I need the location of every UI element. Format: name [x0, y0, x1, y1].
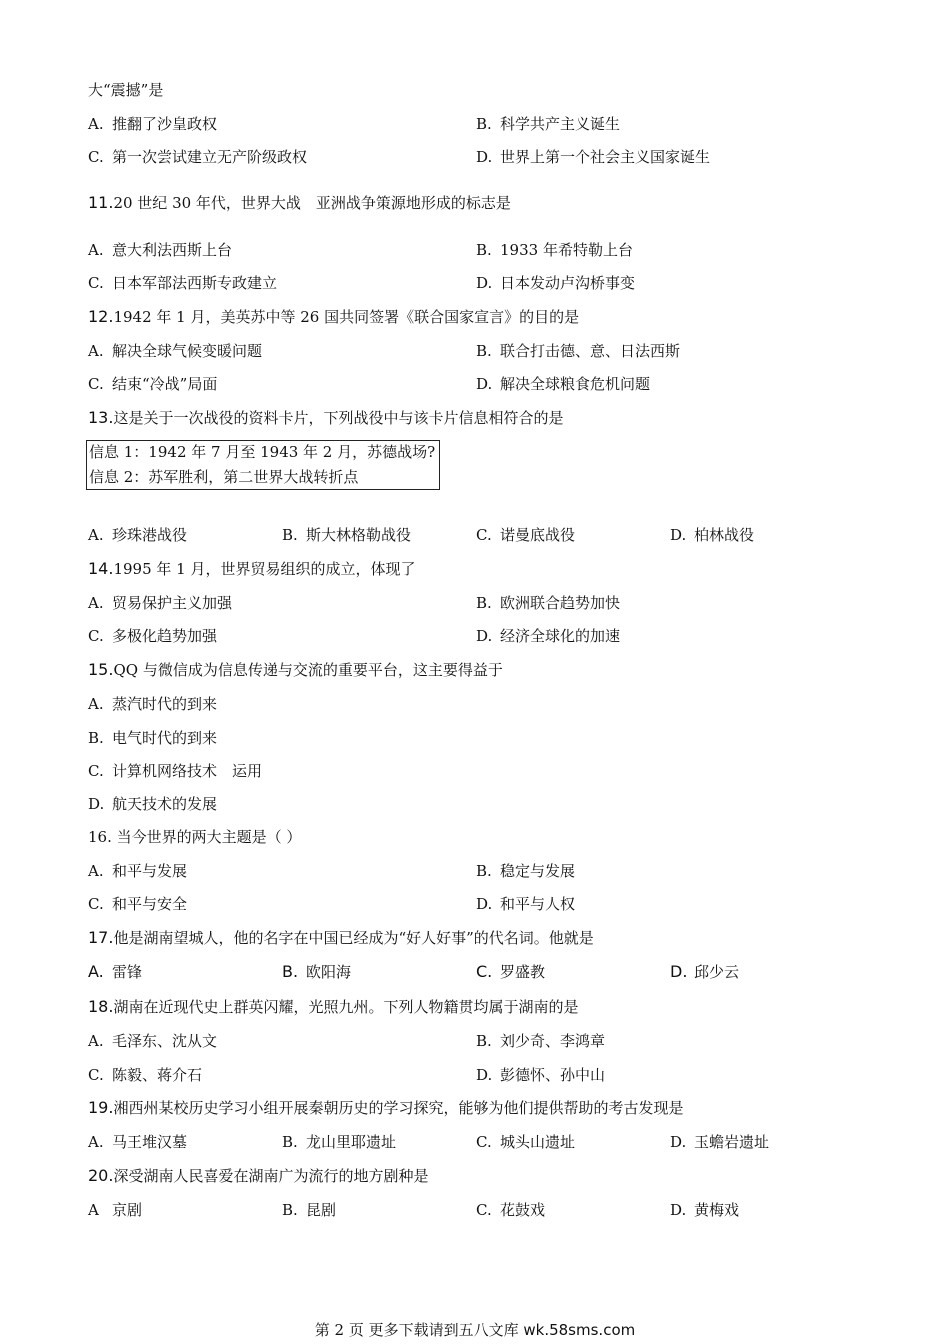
q13-option-c: C. 诺曼底战役 — [476, 526, 576, 544]
q17-option-c: C. 罗盛教 — [476, 962, 546, 981]
q16-option-b: B. 稳定与发展 — [476, 862, 576, 880]
q14-option-d: D. 经济全球化的加速 — [476, 627, 621, 645]
q12-option-a: A. 解决全球气候变暖问题 — [88, 342, 263, 360]
info-card-line-1: 信息 1：1942 年 7 月至 1943 年 2 月，苏德战场? — [89, 443, 436, 461]
q17-option-b: B. 欧阳海 — [282, 962, 352, 981]
q15-option-d: D. 航天技术的发展 — [88, 795, 218, 813]
q11-option-a: A. 意大利法西斯上台 — [88, 241, 233, 259]
q19-option-d: D. 玉蟾岩遗址 — [670, 1133, 770, 1151]
question-16: 16. 当今世界的两大主题是（ ） — [88, 828, 302, 846]
q18-option-d: D. 彭德怀、孙中山 — [476, 1066, 606, 1084]
battle-info-card — [86, 440, 440, 490]
question-13: 13.这是关于一次战役的资料卡片，下列战役中与该卡片信息相符合的是 — [88, 408, 564, 427]
q20-option-c: C. 花鼓戏 — [476, 1201, 546, 1219]
q20-option-d: D. 黄梅戏 — [670, 1201, 740, 1219]
q15-option-a: A. 蒸汽时代的到来 — [88, 695, 218, 713]
q16-option-d: D. 和平与人权 — [476, 895, 576, 913]
q19-option-c: C. 城头山遗址 — [476, 1133, 576, 1151]
q18-option-c: C. 陈毅、蒋介石 — [88, 1066, 203, 1084]
q11-option-c: C. 日本军部法西斯专政建立 — [88, 274, 278, 292]
q16-option-c: C. 和平与安全 — [88, 895, 188, 913]
q12-option-d: D. 解决全球粮食危机问题 — [476, 375, 651, 393]
footer-site-link[interactable]: wk.58sms.com — [523, 1321, 636, 1339]
question-12: 12.1942 年 1 月，美英苏中等 26 国共同签署《联合国家宣言》的目的是 — [88, 307, 580, 326]
q13-option-a: A. 珍珠港战役 — [88, 526, 188, 544]
q10-option-a: A. 推翻了沙皇政权 — [88, 115, 218, 133]
q14-option-c: C. 多极化趋势加强 — [88, 627, 218, 645]
q20-option-b: B. 昆剧 — [282, 1201, 337, 1219]
q18-option-a: A. 毛泽东、沈从文 — [88, 1032, 218, 1050]
question-15: 15.QQ 与微信成为信息传递与交流的重要平台，这主要得益于 — [88, 660, 503, 679]
q15-option-c: C. 计算机网络技术 运用 — [88, 762, 263, 780]
q18-option-b: B. 刘少奇、李鸿章 — [476, 1032, 606, 1050]
question-19: 19.湘西州某校历史学习小组开展秦朝历史的学习探究，能够为他们提供帮助的考古发现是 — [88, 1098, 684, 1117]
q16-option-a: A. 和平与发展 — [88, 862, 188, 880]
footer-page-label: 第 2 页 更多下载请到五八文库 — [314, 1321, 524, 1339]
info-card-line-2: 信息 2：苏军胜利，第二世界大战转折点 — [89, 468, 359, 486]
q19-option-b: B. 龙山里耶遗址 — [282, 1133, 397, 1151]
q10-option-d: D. 世界上第一个社会主义国家诞生 — [476, 148, 711, 166]
q13-option-b: B. 斯大林格勒战役 — [282, 526, 412, 544]
q13-option-d: D. 柏林战役 — [670, 526, 755, 544]
q17-option-d: D. 邱少云 — [670, 962, 740, 981]
q11-option-d: D. 日本发动卢沟桥事变 — [476, 274, 636, 292]
q19-option-a: A. 马王堆汉墓 — [88, 1133, 188, 1151]
q17-option-a: A. 雷锋 — [88, 962, 143, 981]
question-17: 17.他是湖南望城人，他的名字在中国已经成为“好人好事”的代名词。他就是 — [88, 928, 594, 947]
question-18: 18.湖南在近现代史上群英闪耀，光照九州。下列人物籍贯均属于湖南的是 — [88, 997, 579, 1016]
q12-option-c: C. 结束“冷战”局面 — [88, 375, 218, 393]
question-11: 11.20 世纪 30 年代，世界大战 亚洲战争策源地形成的标志是 — [88, 193, 511, 212]
q20-option-a: A 京剧 — [88, 1201, 143, 1219]
q12-option-b: B. 联合打击德、意、日法西斯 — [476, 342, 681, 360]
question-20: 20.深受湖南人民喜爱在湖南广为流行的地方剧种是 — [88, 1166, 429, 1185]
question-14: 14.1995 年 1 月，世界贸易组织的成立，体现了 — [88, 559, 416, 578]
q10-option-b: B. 科学共产主义诞生 — [476, 115, 621, 133]
q14-option-a: A. 贸易保护主义加强 — [88, 594, 233, 612]
q11-option-b: B. 1933 年希特勒上台 — [476, 241, 633, 259]
page-footer — [0, 1320, 950, 1340]
question-10-tail: 大“震撼”是 — [88, 81, 164, 99]
q15-option-b: B. 电气时代的到来 — [88, 729, 218, 747]
q10-option-c: C. 第一次尝试建立无产阶级政权 — [88, 148, 308, 166]
q14-option-b: B. 欧洲联合趋势加快 — [476, 594, 621, 612]
